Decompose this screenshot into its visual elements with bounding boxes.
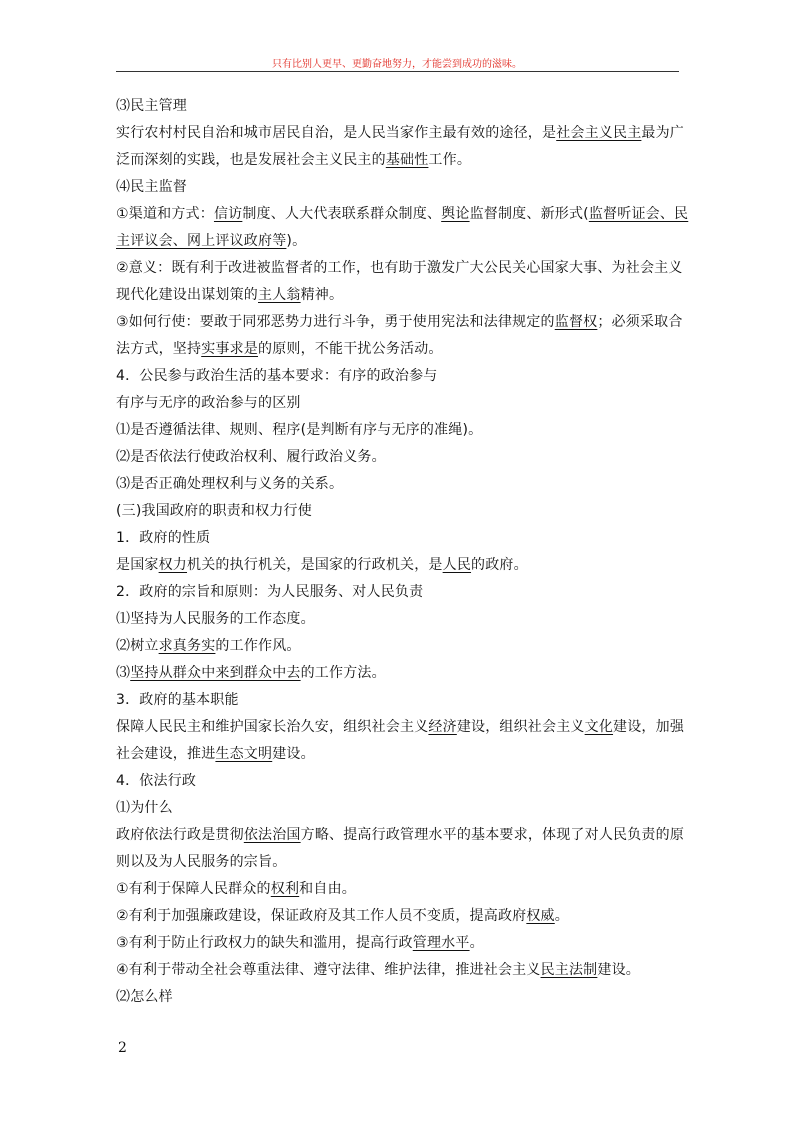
underlined-term: 监督权	[554, 314, 598, 330]
text-line	[116, 552, 682, 579]
text-segment: ④有利于带动全社会尊重法律、遵守法律、维护法律，推进社会主义	[116, 962, 541, 978]
text-segment: 方略、提高行政管理水平的基本要求，体现了对人民负责的原	[300, 827, 685, 843]
underlined-term: 权利	[270, 881, 300, 897]
text-segment: 是国家	[116, 557, 159, 573]
text-line	[116, 525, 682, 552]
text-line	[116, 282, 682, 309]
text-line	[116, 903, 682, 930]
underlined-term: 主人翁	[258, 287, 301, 303]
text-segment: 保障人民民主和维护国家长治久安，组织社会主义	[116, 719, 429, 735]
text-segment: ⑴为什么	[116, 800, 173, 816]
text-segment: 制度、人大代表联系群众制度、	[242, 206, 442, 222]
text-line	[116, 255, 682, 282]
text-line	[116, 444, 682, 471]
text-segment: 4．依法行政	[116, 773, 197, 789]
text-line	[116, 120, 685, 147]
underlined-term: 监督听证会、民	[588, 206, 689, 222]
text-segment: 建设。	[272, 746, 315, 762]
text-line	[116, 849, 682, 876]
text-segment: ⑴是否遵循法律、规则、程序(是判断有序与无序的准绳)。	[116, 422, 483, 438]
text-segment: 最为广	[641, 125, 685, 141]
text-line	[116, 390, 682, 417]
text-segment: ②意义：既有利于改进被监督者的工作，也有助于激发广大公民关心国家大事、为社会主义	[116, 260, 683, 276]
text-segment: 2．政府的宗旨和原则：为人民服务、对人民负责	[116, 584, 424, 600]
text-segment: 的工作作风。	[215, 638, 301, 654]
text-line	[116, 201, 689, 228]
text-segment: ①渠道和方式：	[116, 206, 214, 222]
text-line	[116, 768, 682, 795]
text-line	[116, 957, 682, 984]
underlined-term: 生态文明	[215, 746, 273, 762]
text-line	[116, 174, 682, 201]
text-segment: ⑷民主监督	[116, 179, 187, 195]
underlined-term: 主评议会、网上评议政府等	[116, 233, 287, 249]
text-line	[116, 984, 682, 1011]
underlined-term: 民主法制	[540, 962, 598, 978]
text-line	[116, 795, 682, 822]
text-segment: ⑶	[116, 665, 131, 681]
text-line	[116, 336, 682, 363]
text-segment: 。	[469, 935, 484, 951]
text-line	[116, 147, 682, 174]
text-segment: ⑴坚持为人民服务的工作态度。	[116, 611, 315, 627]
text-line	[116, 633, 682, 660]
underlined-term: 社会主义民主	[556, 125, 642, 141]
text-line	[116, 606, 682, 633]
text-segment: 3．政府的基本职能	[116, 692, 239, 708]
underlined-term: 文化	[584, 719, 614, 735]
text-segment: 法方式，坚持	[116, 341, 202, 357]
text-segment: 工作。	[428, 152, 472, 168]
underlined-term: 人民	[442, 557, 472, 573]
text-segment: 建设，组织社会主义	[456, 719, 585, 735]
text-segment: ⑶民主管理	[116, 98, 187, 114]
text-line	[116, 93, 682, 120]
text-segment: ⑵怎么样	[116, 989, 173, 1005]
text-segment: 监督制度、新形式(	[469, 206, 589, 222]
text-line	[116, 930, 682, 957]
text-segment: 的原则，不能干扰公务活动。	[258, 341, 443, 357]
text-segment: 现代化建设出谋划策的	[116, 287, 258, 303]
text-line	[116, 876, 682, 903]
text-line	[116, 687, 682, 714]
text-segment: ②有利于加强廉政建设，保证政府及其工作人员不变质，提高政府	[116, 908, 527, 924]
text-segment: 。	[554, 908, 569, 924]
header-divider	[116, 71, 679, 72]
text-segment: 建设，加强	[613, 719, 685, 735]
text-segment: 的政府。	[471, 557, 528, 573]
text-segment: 有序与无序的政治参与的区别	[116, 395, 301, 411]
text-segment: ⑵树立	[116, 638, 159, 654]
underlined-term: 实事求是	[201, 341, 259, 357]
text-segment: ③如何行使：要敢于同邪恶势力进行斗争，勇于使用宪法和法律规定的	[116, 314, 555, 330]
text-segment: 政府依法行政是贯彻	[116, 827, 244, 843]
text-segment: 泛而深刻的实践，也是发展社会主义民主的	[116, 152, 386, 168]
text-line	[116, 714, 685, 741]
text-segment: 4．公民参与政治生活的基本要求：有序的政治参与	[116, 368, 438, 384]
text-segment: 和自由。	[299, 881, 356, 897]
text-segment: )。	[286, 233, 307, 249]
underlined-term: 权威	[526, 908, 555, 924]
underlined-term: 权力	[158, 557, 188, 573]
text-segment: ①有利于保障人民群众的	[116, 881, 271, 897]
text-line	[116, 822, 685, 849]
underlined-term: 管理水平	[412, 935, 470, 951]
text-segment: ⑵是否依法行使政治权利、履行政治义务。	[116, 449, 386, 465]
text-line	[116, 579, 682, 606]
text-segment: 建设。	[597, 962, 640, 978]
text-line	[116, 741, 682, 768]
underlined-term: 经济	[428, 719, 457, 735]
text-line	[116, 660, 682, 687]
text-line	[116, 417, 682, 444]
text-segment: 精神。	[300, 287, 344, 303]
text-segment: 则以及为人民服务的宗旨。	[116, 854, 287, 870]
text-segment: (三)我国政府的职责和权力行使	[116, 503, 312, 519]
document-body	[116, 93, 689, 1011]
text-line	[116, 228, 682, 255]
text-segment: 实行农村村民自治和城市居民自治，是人民当家作主最有效的途径，是	[116, 125, 557, 141]
underlined-term: 坚持从群众中来到群众中去	[130, 665, 301, 681]
text-segment: ③有利于防止行政权力的缺失和滥用，提高行政	[116, 935, 413, 951]
underlined-term: 信访	[213, 206, 243, 222]
text-segment: 1．政府的性质	[116, 530, 211, 546]
header-motto: 只有比别人更早、更勤奋地努力，才能尝到成功的滋味。	[272, 59, 522, 70]
text-segment: 社会建设，推进	[116, 746, 216, 762]
page-number: 2	[118, 1040, 127, 1056]
underlined-term: 求真务实	[158, 638, 216, 654]
text-segment: ⑶是否正确处理权利与义务的关系。	[116, 476, 344, 492]
text-segment: 的工作方法。	[300, 665, 386, 681]
text-segment: 机关的执行机关，是国家的行政机关，是	[187, 557, 443, 573]
text-line	[116, 498, 682, 525]
underlined-term: 依法治国	[243, 827, 301, 843]
underlined-term: 基础性	[385, 152, 429, 168]
text-line	[116, 471, 682, 498]
text-segment: ；必须采取合	[597, 314, 683, 330]
underlined-term: 舆论	[441, 206, 470, 222]
text-line	[116, 363, 682, 390]
text-line	[116, 309, 682, 336]
